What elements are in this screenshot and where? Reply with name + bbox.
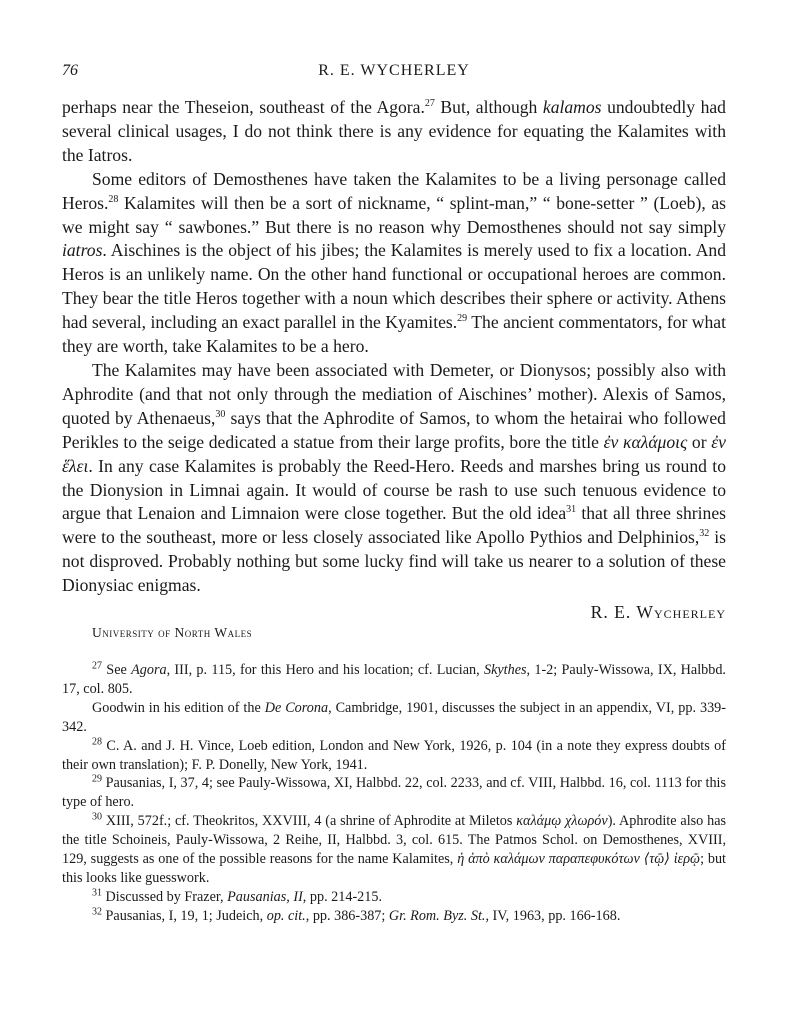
text-run: XIII, 572f.; cf. Theokritos, XXVIII, 4 (a shrine of Aphrodite at Miletos [102,813,517,830]
paragraph-2 [62,168,726,359]
text-run: . In any case Kalamites is probably the Reed-Hero. Reeds and marshes bring us round to the Dionysion in Limnai again. It would of course be rash to use such tenuous evidence to argue that Lenaion and Limnaion were close together. But the old idea [62,455,726,524]
italic-title: Pausanias, II [227,888,303,905]
greek-phrase: ἐν ἕλει [62,431,726,476]
footnotes [62,661,726,926]
page [62,62,726,926]
italic-term: iatros [62,240,103,261]
text-run: ). Aphrodite also has the title Schoineis, Pauly-Wissowa, 2 Reihe, II, Halbbd. 3, col. 615. The Patmos Schol. on Demosthenes, XVIII, 129, suggests as one of the possible reasons for the name Kalamites, [62,813,727,868]
text-run: says that the Aphrodite of Samos, to whom the hetairai who followed Perikles to the seige dedicated a statue from their large profits, bore the title [62,407,726,452]
body-text [62,96,726,598]
paragraph-3 [62,359,726,598]
text-run: is not disproved. Probably nothing but some lucky find will take us nearer to a solution of these Dionysiac enigmas. [62,527,726,596]
text-run: that all three shrines were to the southeast, more or less closely associated like Apollo Pythios and Delphinios, [62,503,726,548]
greek-phrase: ἡ ἀπὸ καλάμων παραπεφυκότων ⟨τῷ⟩ ἱερῷ [457,851,701,868]
footnote-number: 32 [92,906,102,918]
text-run: Some editors of Demosthenes have taken the Kalamites to be a living personage called Heros. [62,168,726,213]
text-run: , pp. 214-215. [302,888,383,905]
text-run: perhaps near the Theseion, southeast of the Agora. [62,97,425,117]
footnote-ref-30[interactable]: 30 [215,408,226,420]
author-signature: R. E. Wycherley [590,602,726,623]
text-run: See [102,662,132,679]
footnote-ref-27[interactable]: 27 [424,98,435,110]
footnote-ref-29[interactable]: 29 [457,313,468,325]
italic-title: De Corona [264,699,329,716]
author-affiliation: University of North Wales [92,625,253,641]
running-title: R. E. WYCHERLEY [318,62,470,79]
text-run: But, although [434,97,543,117]
footnote-29 [62,774,726,812]
italic-title: Gr. Rom. Byz. St. [388,907,486,924]
text-run: , pp. 386-387; [305,907,389,924]
text-run: , Cambridge, 1901, discusses the subject in an appendix, VI, pp. 339-342. [62,699,726,735]
italic-title: Agora [131,662,167,679]
footnote-number: 27 [92,660,102,672]
footnote-ref-32[interactable]: 32 [699,528,710,540]
text-run: , 1-2; Pauly-Wissowa, IX, Halbbd. 17, col. 805. [62,662,726,697]
footnote-number: 30 [92,811,102,823]
text-run: or [687,431,712,452]
text-run: C. A. and J. H. Vince, Loeb edition, London and New York, 1926, p. 104 (in a note they express doubts of their own translation); F. P. Donelly, New York, 1941. [62,737,726,773]
paragraph-1 [62,96,726,168]
footnote-ref-31[interactable]: 31 [566,504,577,516]
text-run: Discussed by Frazer, [102,888,228,905]
greek-phrase: καλάμῳ χλωρόν [516,813,608,830]
footnote-number: 29 [92,773,102,785]
running-head [62,62,726,88]
footnote-27-continued [62,699,726,737]
text-run: The ancient commentators, for what they are worth, take Kalamites to be a hero. [62,312,726,357]
text-run: . Aischines is the object of his jibes; the Kalamites is merely used to fix a location. And Heros is an unlikely name. On the other hand functional or occupational heroes are common. They bear the title Heros together with a noun which describes their sphere or activity. Athens had several, including an exact parallel in the Kyamites. [62,240,726,333]
footnote-30 [62,812,726,888]
text-run: Kalamites will then be a sort of nickname, “ splint-man,” “ bone-setter ” (Loeb), as we might say “ sawbones.” But there is no reason why Demosthenes should not say simply [62,192,726,237]
text-run: , III, p. 115, for this Hero and his location; cf. Lucian, [166,662,484,679]
footnote-32 [62,907,726,926]
footnote-number: 28 [92,735,102,747]
italic-title: Skythes [483,662,527,679]
text-run: Pausanias, I, 19, 1; Judeich, [102,907,267,924]
text-run: Goodwin in his edition of the [92,699,265,716]
text-run: undoubtedly had several clinical usages, I do not think there is any evidence for equating the Kalamites with the Iatros. [62,97,726,165]
footnote-number: 31 [92,887,102,899]
footnote-28 [62,737,726,775]
text-run: Pausanias, I, 37, 4; see Pauly-Wissowa, XI, Halbbd. 22, col. 2233, and cf. VIII, Halbbd. 16, col. 1113 for this type of hero. [62,775,726,811]
text-run: The Kalamites may have been associated with Demeter, or Dionysos; possibly also with Aphrodite (and that not only through the mediation of Aischines’ mother). Alexis of Samos, quoted by Athenaeus, [62,359,726,428]
text-run: ; but this looks like guesswork. [62,851,726,886]
footnote-ref-28[interactable]: 28 [108,193,119,205]
italic-title: op. cit. [266,907,306,924]
italic-term: kalamos [542,97,602,117]
text-run: , IV, 1963, pp. 166-168. [485,907,621,924]
footnote-27 [62,661,726,699]
greek-phrase: ἐν καλάμοις [603,431,688,452]
footnote-31 [62,888,726,907]
page-number: 76 [62,62,78,79]
